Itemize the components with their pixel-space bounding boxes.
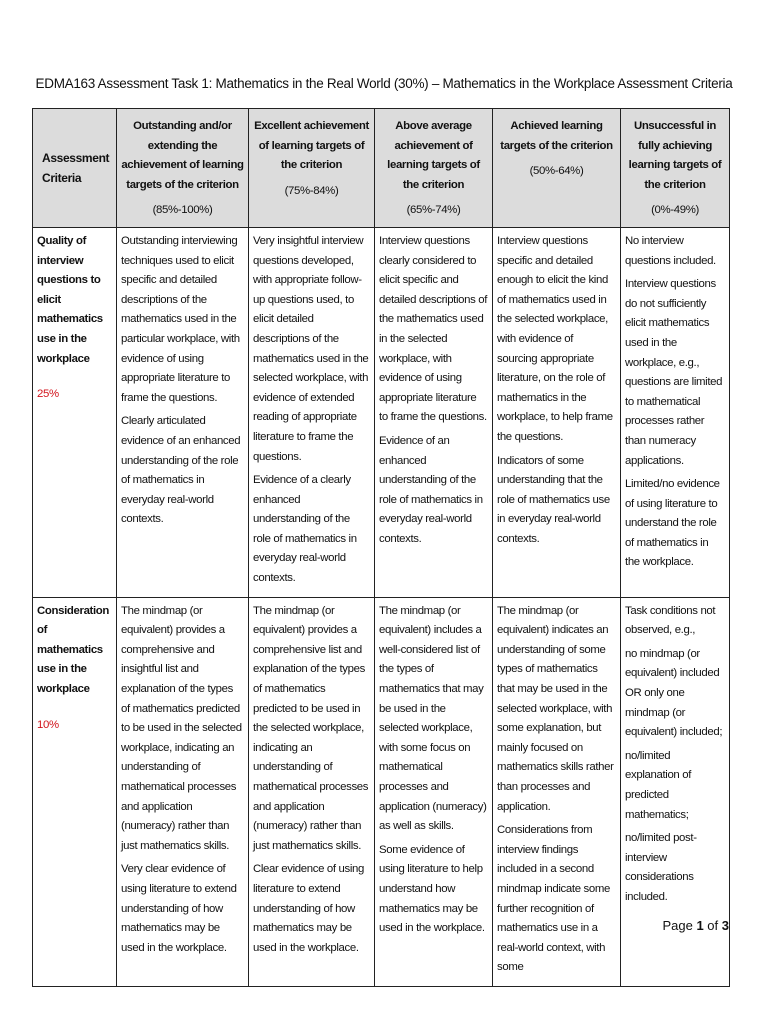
rubric-cell xyxy=(249,597,375,986)
rubric-text: Some evidence of using literature to help understand how mathematics may be used in the workplace. xyxy=(379,843,485,935)
criterion-cell xyxy=(33,227,117,597)
table-row xyxy=(33,227,730,597)
header-cell-above-average xyxy=(375,109,493,228)
header-cell-excellent xyxy=(249,109,375,228)
rubric-text: Evidence of a clearly enhanced understanding of the role of mathematics in everyday real-world contexts. xyxy=(253,474,357,585)
rubric-text: Clear evidence of using literature to extend understanding of how mathematics may be used in the workplace. xyxy=(253,863,364,954)
page-prefix: Page xyxy=(662,918,693,933)
rubric-text: Evidence of an enhanced understanding of the role of mathematics in everyday real-world contexts. xyxy=(379,434,483,545)
rubric-cell xyxy=(493,227,621,597)
rubric-text: Interview questions specific and detailed enough to elicit the kind of mathematics used in the selected workplace, with evidence of sourcing appropriate literature, on the role of mathematics in the workplace, to help frame the questions. xyxy=(497,234,613,443)
header-cell-outstanding xyxy=(117,109,249,228)
rubric-text: The mindmap (or equivalent) indicates an understanding of some types of mathematics that may be used in the selected workplace, with some explanation, but mainly focused on mathematics skills rather than processes and application. xyxy=(497,604,614,813)
criterion-label: Quality of interview questions to elicit mathematics use in the workplace xyxy=(37,234,103,365)
rubric-cell xyxy=(117,227,249,597)
rubric-cell xyxy=(621,227,730,597)
rubric-cell xyxy=(375,597,493,986)
header-cell-achieved xyxy=(493,109,621,228)
table-row xyxy=(33,597,730,986)
rubric-text: Interview questions do not sufficiently elicit mathematics used in the workplace, e.g., questions are limited to mathematical processes rather than numeracy applications. xyxy=(625,278,723,467)
page-of: of xyxy=(707,918,719,933)
header-label: Achieved learning targets of the criterion xyxy=(500,120,613,152)
header-label: Excellent achievement of learning targets of the criterion xyxy=(254,120,369,172)
header-range: (85%-100%) xyxy=(152,204,213,217)
rubric-text: Considerations from interview findings included in a second mindmap indicate some further recognition of mathematics use in a real-world context, with some xyxy=(497,824,610,974)
page-current: 1 xyxy=(696,918,704,933)
rubric-text: no/limited post-interview considerations included. xyxy=(625,832,697,903)
header-cell-unsuccessful xyxy=(621,109,730,228)
rubric-text: Indicators of some understanding that the role of mathematics use in everyday real-world contexts. xyxy=(497,454,610,545)
header-label: Outstanding and/or extending the achievement of learning targets of the criterion xyxy=(121,120,244,191)
header-range: (65%-74%) xyxy=(406,204,461,217)
rubric-text: The mindmap (or equivalent) provides a comprehensive and insightful list and explanation of the types of mathematics predicted to be used in the selected workplace, indicating an understanding of mathematical processes and application (numeracy) rather than just mathematics skills. xyxy=(121,604,242,852)
rubric-cell xyxy=(375,227,493,597)
header-cell-criteria xyxy=(33,109,117,228)
criterion-label: Consideration of mathematics use in the workplace xyxy=(37,604,110,696)
header-label: Unsuccessful in fully achieving learning targets of the criterion xyxy=(628,120,722,191)
assessment-criteria-table xyxy=(32,108,730,987)
header-range: (50%-64%) xyxy=(529,165,584,178)
rubric-text: Very clear evidence of using literature to extend understanding of how mathematics may be used in the workplace. xyxy=(121,863,237,954)
rubric-cell xyxy=(117,597,249,986)
header-label: Assessment Criteria xyxy=(42,151,110,185)
rubric-text: The mindmap (or equivalent) includes a well-considered list of the types of mathematics that may be used in the selected workplace, with some focus on mathematical processes and application (numeracy) as well as skills. xyxy=(379,604,487,833)
criterion-weight: 25% xyxy=(37,388,59,401)
header-label: Above average achievement of learning targets of the criterion xyxy=(387,120,480,191)
document-title: EDMA163 Assessment Task 1: Mathematics in the Real World (30%) – Mathematics in the Workplace Assessment Criteria xyxy=(35,76,733,91)
rubric-text: Interview questions clearly considered to elicit specific and detailed descriptions of the mathematics used in the selected workplace, with evidence of using appropriate literature to frame the questions. xyxy=(379,234,488,424)
page-number xyxy=(662,918,729,933)
header-range: (0%-49%) xyxy=(651,204,699,217)
rubric-text: Outstanding interviewing techniques used to elicit specific and detailed descriptions of the mathematics used in the particular workplace, with evidence of using appropriate literature to frame the questions. xyxy=(121,234,240,404)
rubric-text: Clearly articulated evidence of an enhanced understanding of the role of mathematics in everyday real-world contexts. xyxy=(121,415,241,526)
rubric-cell xyxy=(249,227,375,597)
page-total: 3 xyxy=(721,918,729,933)
header-row xyxy=(33,109,730,228)
criterion-cell xyxy=(33,597,117,986)
rubric-text: Very insightful interview questions developed, with appropriate follow-up questions used, to elicit detailed descriptions of the mathematics used in the selected workplace, with evidence of extended reading of appropriate literature to frame the questions. xyxy=(253,234,369,463)
rubric-text: No interview questions included. xyxy=(625,234,716,267)
header-range: (75%-84%) xyxy=(284,184,339,197)
criterion-weight: 10% xyxy=(37,718,59,731)
rubric-text: The mindmap (or equivalent) provides a comprehensive list and explanation of the types of mathematics predicted to be used in the selected workplace, indicating an understanding of mathematical processes and application (numeracy) rather than just mathematics skills. xyxy=(253,604,369,852)
rubric-text: Task conditions not observed, e.g., xyxy=(625,604,716,637)
rubric-cell xyxy=(493,597,621,986)
rubric-text: Limited/no evidence of using literature to understand the role of mathematics in the workplace. xyxy=(625,478,720,569)
rubric-text: no/limited explanation of predicted mathematics; xyxy=(625,749,692,821)
rubric-text: no mindmap (or equivalent) included OR only one mindmap (or equivalent) included; xyxy=(625,647,723,739)
